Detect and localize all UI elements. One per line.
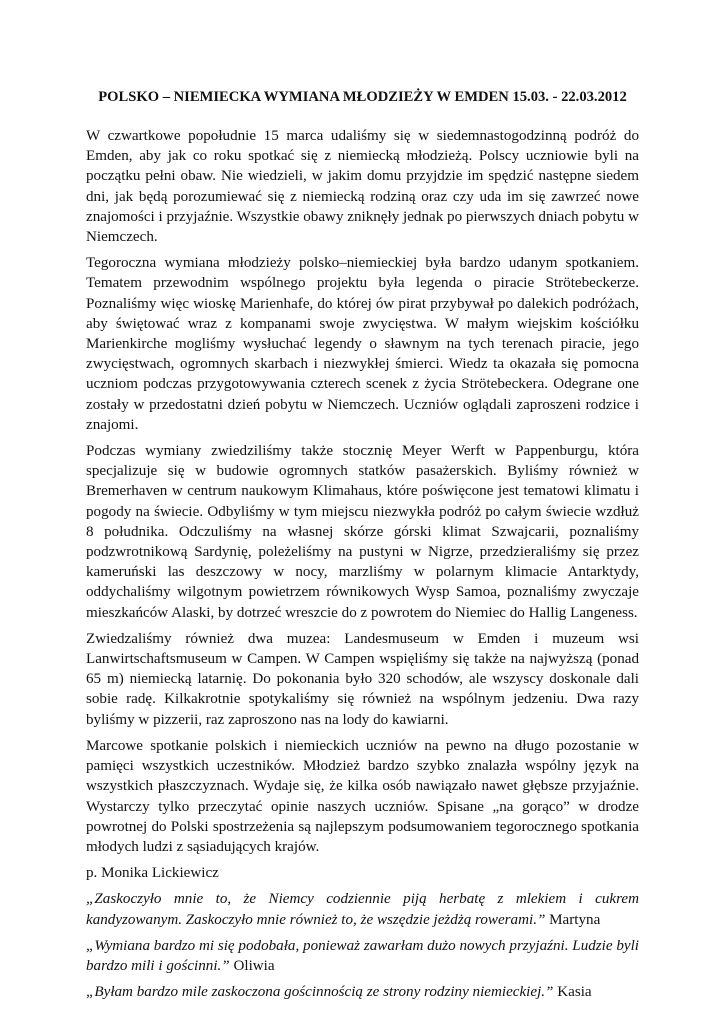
student-quote (86, 889, 639, 929)
student-quote (86, 936, 639, 976)
quote-text: „Wymiana bardzo mi się podobała, ponieważ zawarłam dużo nowych przyjaźni. Ludzie byli bardzo mili i gościnni.” (86, 937, 639, 974)
paragraph-intro: W czwartkowe popołudnie 15 marca udaliśmy się w siedemnastogodzinną podróż do Emden, aby jak co roku spotkać się z niemiecką młodzieżą. Polscy uczniowie byli na początku pełni obaw. Nie wiedzieli, w jakim domu przyjdzie im spędzić następne siedem dni, jak będą porozumiewać się z niemiecką rodziną oraz czy uda im się zawrzeć nowe znajomości i przyjaźnie. Wszystkie obawy zniknęły jednak po pierwszych dniach pobytu w Niemczech. (86, 128, 640, 246)
author-signature: p. Monika Lickiewicz (86, 865, 219, 882)
quote-author: Kasia (557, 984, 592, 1001)
paragraph-legend: Tegoroczna wymiana młodzieży polsko–niemieckiej była bardzo udanym spotkaniem. Tematem przewodnim wspólnego projektu była legenda o piracie Strötebeckerze. Poznaliśmy więc wioskę Marienhafe, do której ów pirat przybywał po dalekich podróżach, aby świętować wraz z kompanami swoje zwycięstwa. W małym wiejskim kościółku Marienkirche mogliśmy wysłuchać legendy o sławnym na tych terenach piracie, jego zwycięstwach, ogromnych skarbach i niezwykłej śmierci. Wiedz ta okazała się pomocna uczniom podczas przygotowywania czterech scenek z życia Strötebeckera. Odegrane one zostały w przedostatni dzień pobytu w Niemczech. Uczniów oglądali zaproszeni rodzice i znajomi. (86, 255, 639, 433)
paragraph-trips: Podczas wymiany zwiedziliśmy także stocznię Meyer Werft w Pappenburgu, która specjalizuje się w budowie ogromnych statków pasażerskich. Byliśmy również w Bremerhaven w centrum naukowym Klimahaus, które poświęcone jest tematowi klimatu i pogody na świecie. Odbyliśmy w tym miejscu niezwykła podróż po całym świecie wzdłuż 8 południka. Odczuliśmy na własnej skórze górski klimat Szwajcarii, poznaliśmy podzwrotnikową Sardynię, poleżeliśmy na pustyni w Nigrze, przedzieraliśmy się przez kameruński las deszczowy w nocy, marzliśmy w polarnym klimacie Antarktydy, oddychaliśmy wilgotnym powietrzem równikowych Wysp Samoa, poznaliśmy zwyczaje mieszkańców Alaski, by dotrzeć wreszcie do z powrotem do Niemiec do Hallig Langeness. (86, 443, 639, 621)
quote-text: „Byłam bardzo mile zaskoczona gościnnością ze strony rodziny niemieckiej.” (86, 984, 554, 1001)
paragraph-museums: Zwiedzaliśmy również dwa muzea: Landesmuseum w Emden i muzeum wsi Lanwirtschaftsmuseum w Campen. W Campen wspięliśmy się także na najwyższą (ponad 65 m) niemiecką latarnię. Do pokonania było 320 schodów, ale wszyscy doskonale dali sobie radę. Kilkakrotnie spotykaliśmy się również na wspólnym jedzeniu. Dwa razy byliśmy w pizzerii, raz zaproszono nas na lody do kawiarni. (86, 630, 639, 728)
quote-text: „Zaskoczyło mnie to, że Niemcy codziennie piją herbatę z mlekiem i cukrem kandyzowanym. Zaskoczyło mnie również to, że wszędzie jeżdżą rowerami.” (86, 891, 639, 928)
paragraph-summary: Marcowe spotkanie polskich i niemieckich uczniów na pewno na długo pozostanie w pamięci wszystkich uczestników. Młodzież bardzo szybko znalazła wspólny język na wszystkich płaszczyznach. Wydaje się, że kilka osób nawiązało nawet głębsze przyjaźnie. Wystarczy tylko przeczytać opinie naszych uczniów. Spisane „na gorąco” w drodze powrotnej do Polski spostrzeżenia są najlepszym podsumowaniem tegorocznego spotkania młodych ludzi z sąsiadujących krajów. (86, 737, 639, 855)
student-quote (86, 982, 639, 1002)
quote-author: Oliwia (233, 957, 275, 974)
quote-author: Martyna (549, 911, 601, 928)
document-title: POLSKO – NIEMIECKA WYMIANA MŁODZIEŻY W EMDEN 15.03. - 22.03.2012 (98, 89, 627, 105)
document-body (86, 88, 639, 1008)
